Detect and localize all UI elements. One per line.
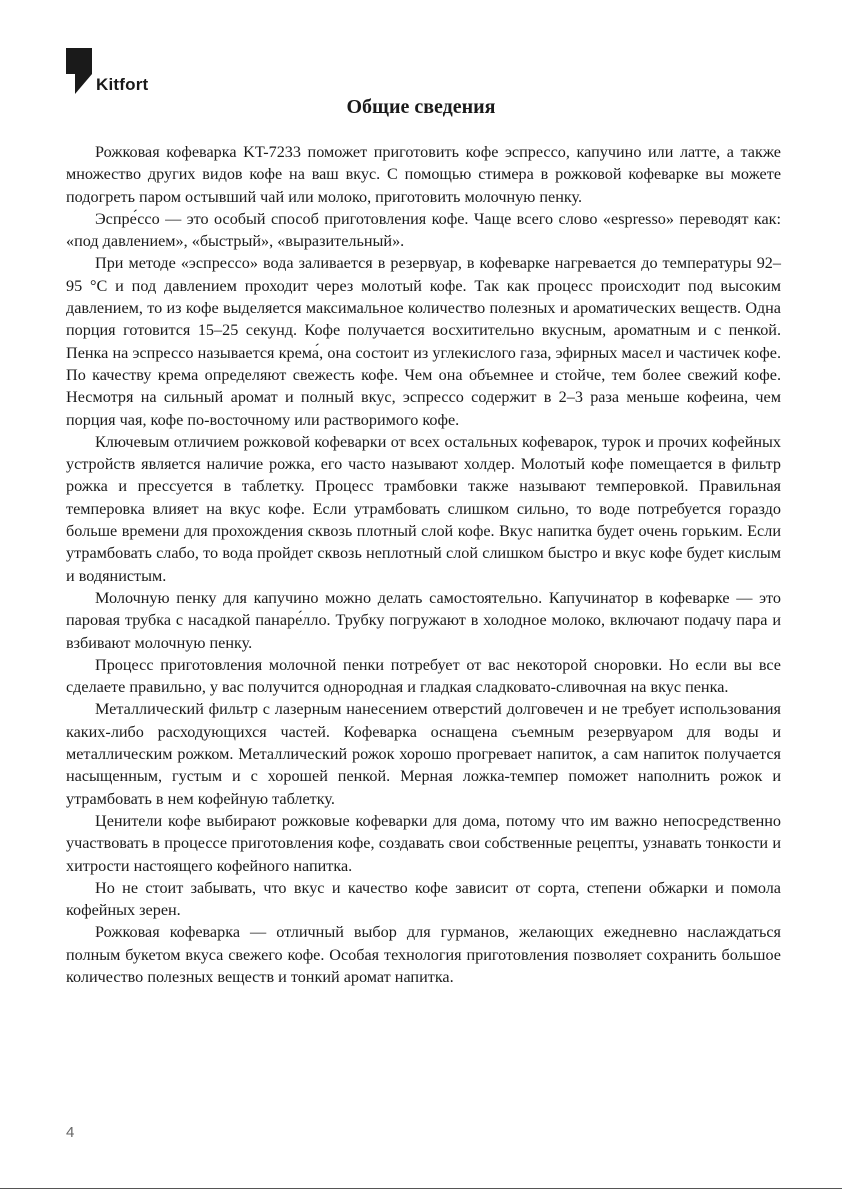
paragraph: Рожковая кофеварка — отличный выбор для гурманов, желающих ежедневно наслаждаться полным букетом вкуса свежего кофе. Особая технология приготовления позволяет сохранить большое количество полезных веществ и тонкий аромат напитка. (66, 923, 781, 986)
kitfort-logo-icon (66, 48, 92, 96)
bottom-divider (0, 1188, 842, 1189)
paragraph: При методе «эспрессо» вода заливается в резервуар, в кофеварке нагревается до температуры 92–95 °C и под давлением проходит через молотый кофе. Так как процесс происходит под высоким давлением, то из кофе выделяется максимальное количество полезных и ароматических веществ. Одна порция готовится 15–25 секунд. Кофе получается восхитительно вкусным, ароматным и с пенкой. Пенка на эспрессо называется крема́, она состоит из углекислого газа, эфирных масел и частичек кофе. По качеству крема определяют свежесть кофе. Чем она объемнее и стойче, тем более свежий кофе. Несмотря на сильный аромат и полный вкус, эспрессо содержит в 2–3 раза меньше кофеина, чем порция чая, кофе по-восточному или растворимого кофе. (66, 254, 781, 429)
paragraph: Процесс приготовления молочной пенки потребует от вас некоторой сноровки. Но если вы все сделаете правильно, у вас получится однородная и гладкая сладковато-сливочная на вкус пенка. (66, 655, 781, 697)
document-body (66, 141, 781, 988)
page-number: 4 (66, 1124, 75, 1141)
paragraph: Но не стоит забывать, что вкус и качество кофе зависит от сорта, степени обжарки и помола кофейных зерен. (66, 878, 781, 920)
paragraph: Молочную пенку для капучино можно делать самостоятельно. Капучинатор в кофеварке — это паровая трубка с насадкой панаре́лло. Трубку погружают в холодное молоко, включают подачу пара и взбивают молочную пенку. (66, 588, 781, 652)
paragraph: Эспре́ссо — это особый способ приготовления кофе. Чаще всего слово «espresso» переводят как: «под давлением», «быстрый», «выразительный». (66, 209, 781, 251)
page-title: Общие сведения (346, 96, 496, 118)
brand-logo (66, 48, 148, 96)
brand-name: Kitfort (96, 75, 149, 94)
paragraph: Рожковая кофеварка KT-7233 поможет приготовить кофе эспрессо, капучино или латте, а также множество других видов кофе на ваш вкус. С помощью стимера в рожковой кофеварке вы можете подогреть паром остывший чай или молоко, приготовить молочную пенку. (66, 143, 781, 206)
paragraph: Ценители кофе выбирают рожковые кофеварки для дома, потому что им важно непосредственно участвовать в процессе приготовления кофе, создавать свои собственные рецепты, узнавать тонкости и хитрости настоящего кофейного напитка. (66, 811, 781, 875)
paragraph: Ключевым отличием рожковой кофеварки от всех остальных кофеварок, турок и прочих кофейных устройств является наличие рожка, его часто называют холдер. Молотый кофе помещается в фильтр рожка и прессуется в таблетку. Процесс трамбовки также называют темперовкой. Правильная темперовка влияет на вкус кофе. Если утрамбовать слишком сильно, то воде потребуется гораздо больше времени для прохождения сквозь плотный слой кофе. Вкус напитка будет очень горьким. Если утрамбовать слабо, то вода пройдет сквозь неплотный слой слишком быстро и вкус кофе будет кислым и водянистым. (66, 432, 781, 585)
paragraph: Металлический фильтр с лазерным нанесением отверстий долговечен и не требует использования каких-либо расходующихся частей. Кофеварка оснащена съемным резервуаром для воды и металлическим рожком. Металлический рожок хорошо прогревает напиток, а сам напиток получается насыщенным, густым и с хорошей пенкой. Мерная ложка-темпер поможет наполнить рожок и утрамбовать в нем кофейную таблетку. (66, 700, 781, 808)
